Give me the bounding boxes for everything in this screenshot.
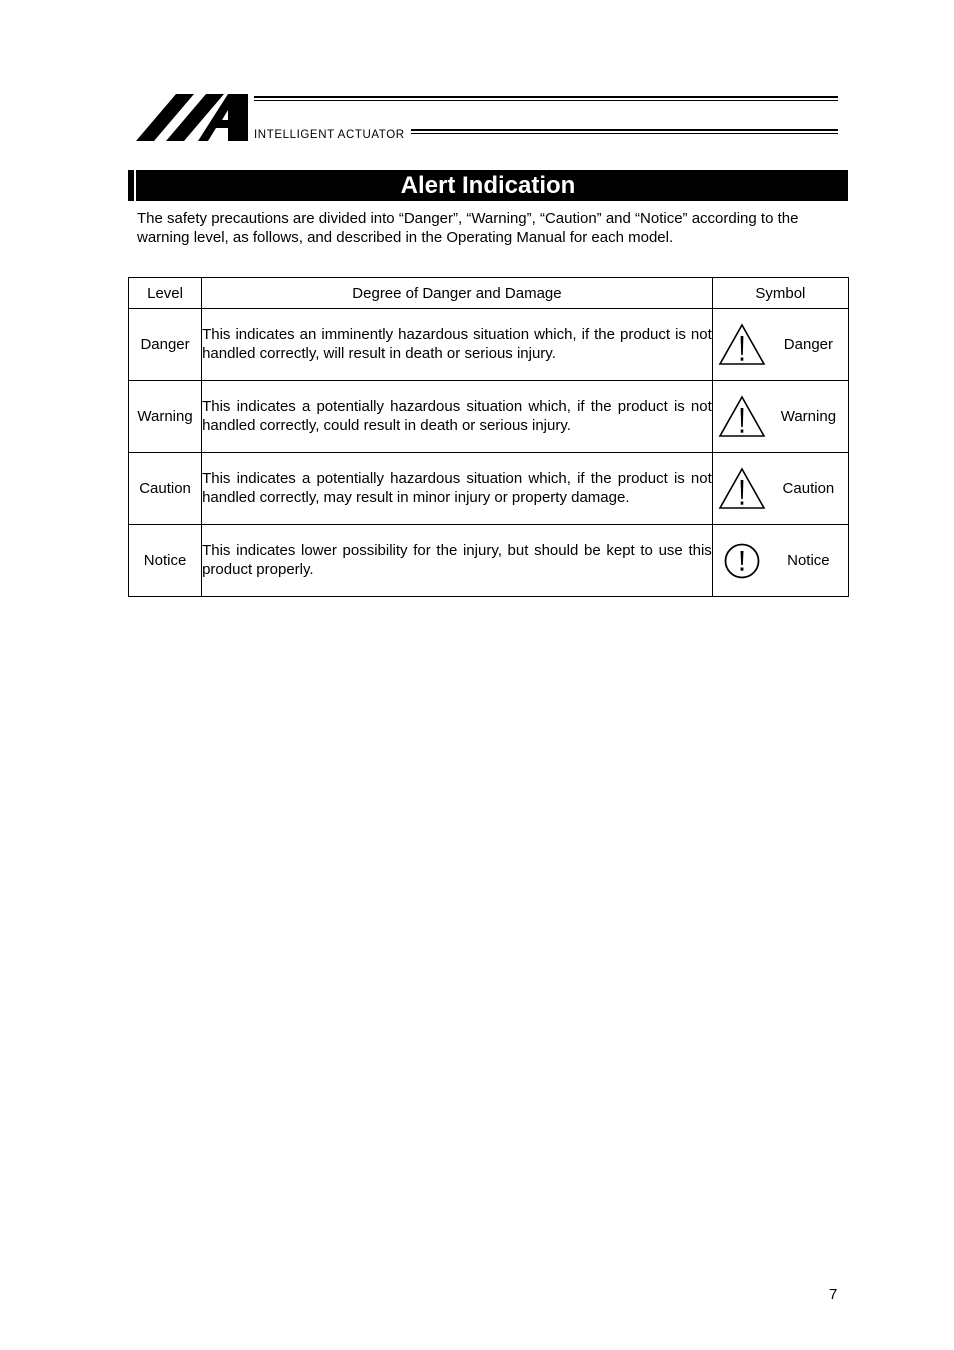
level-cell: Caution [129,453,202,525]
page-title: Alert Indication [400,172,576,199]
header-level: Level [129,278,202,309]
table-header-row [129,278,849,309]
header-rule-upper-2 [254,100,838,101]
page-number: 7 [829,1286,838,1303]
header-degree: Degree of Danger and Damage [202,278,713,309]
symbol-label: Danger [783,336,833,353]
degree-cell: This indicates an imminently hazardous situation which, if the product is not handled correctly, will result in death or serious injury. [202,309,713,381]
alert-levels-table [128,277,849,597]
degree-cell: This indicates lower possibility for the injury, but should be kept to use this product properly. [202,525,713,597]
symbol-cell [712,309,848,381]
symbol-cell [712,381,848,453]
symbol-label: Warning [780,408,837,425]
symbol-cell [712,525,848,597]
header-rule-lower-2 [411,133,838,134]
table-row [129,453,849,525]
level-cell: Warning [129,381,202,453]
header-symbol: Symbol [712,278,848,309]
iai-logo-icon [136,92,250,144]
table-row [129,525,849,597]
symbol-label: Caution [782,480,835,497]
symbol-cell [712,453,848,525]
table-row [129,381,849,453]
degree-cell: This indicates a potentially hazardous situation which, if the product is not handled correctly, could result in death or serious injury. [202,381,713,453]
table-row [129,309,849,381]
degree-cell: This indicates a potentially hazardous situation which, if the product is not handled correctly, may result in minor injury or property damage. [202,453,713,525]
circle-exclamation-icon [718,539,766,583]
title-bar [128,170,848,201]
triangle-exclamation-icon [718,323,766,367]
header-rule-lower-1 [411,129,838,131]
level-cell: Notice [129,525,202,597]
intro-paragraph: The safety precautions are divided into “Danger”, “Warning”, “Caution” and “Notice” according to the warning level, as follows, and described in the Operating Manual for each model. [137,210,799,246]
triangle-exclamation-icon [718,467,766,511]
logo-text: INTELLIGENT ACTUATOR [254,129,405,141]
header-rule-upper-1 [254,96,838,98]
level-cell: Danger [129,309,202,381]
triangle-exclamation-icon [718,395,766,439]
symbol-label: Notice [787,552,830,569]
